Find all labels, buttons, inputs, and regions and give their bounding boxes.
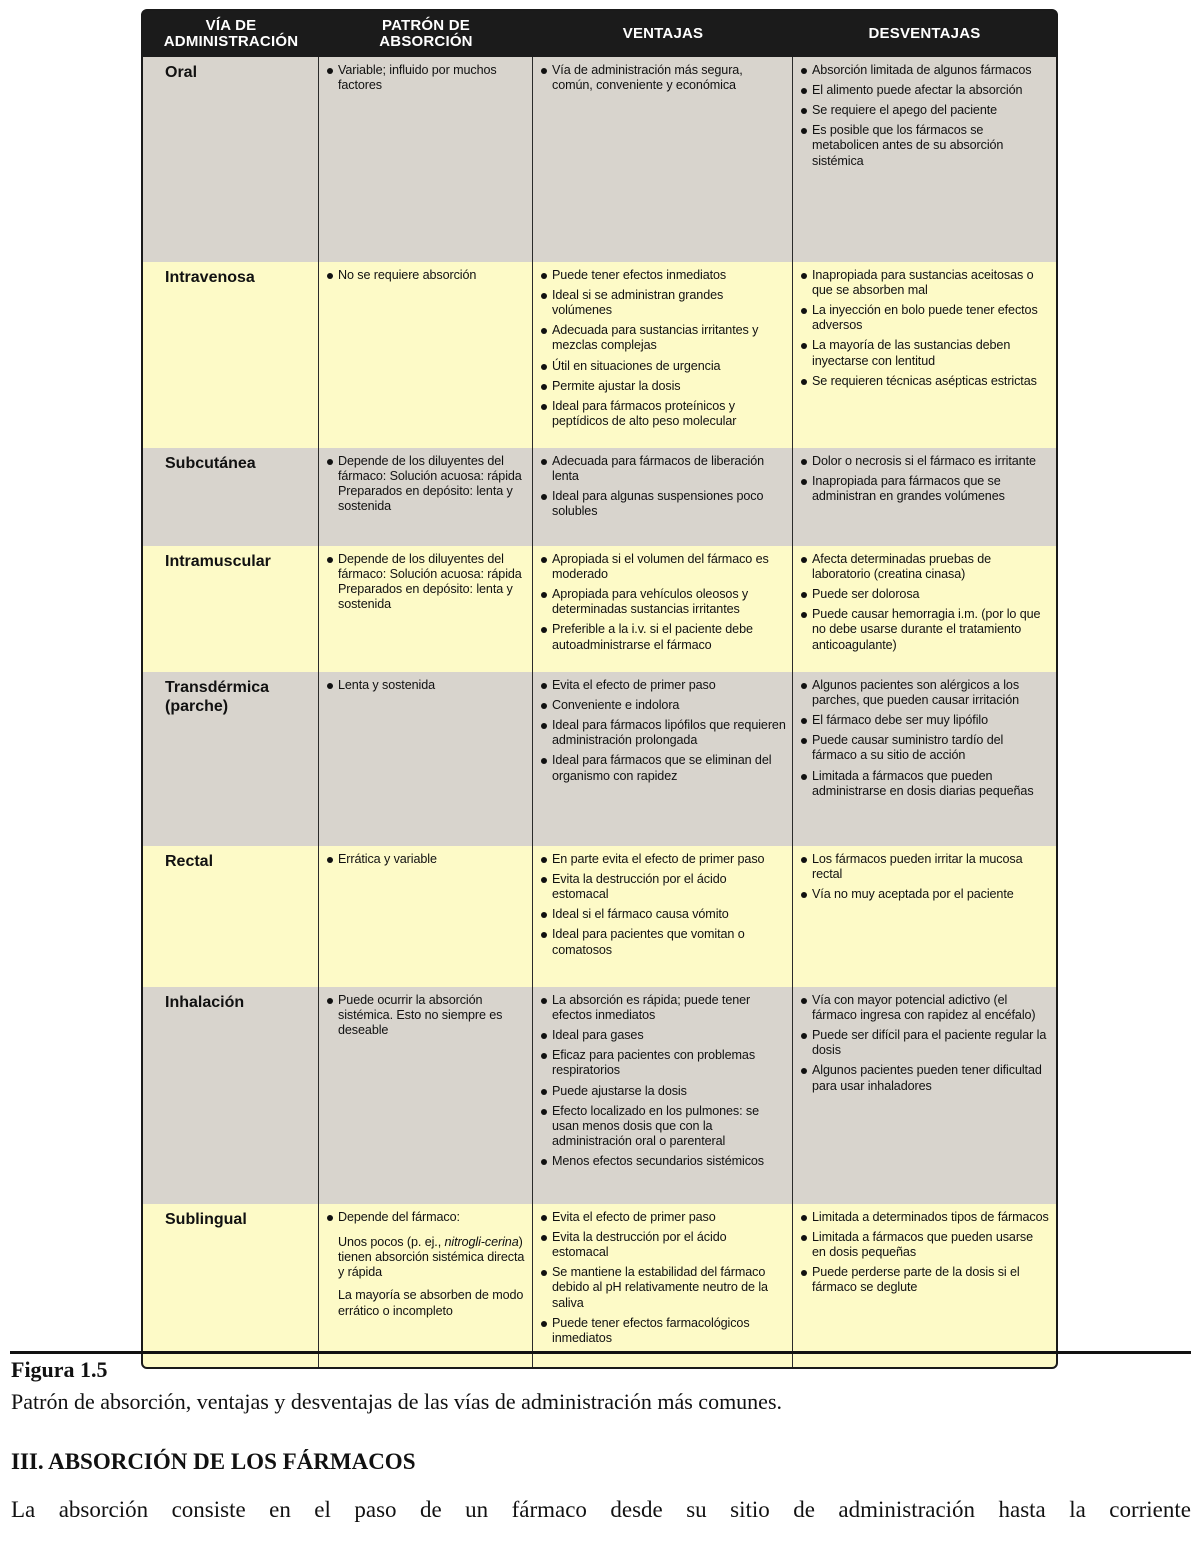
list-item: Puede tener efectos farmacológicos inmediatos: [541, 1316, 786, 1346]
disadvantages-list: [801, 993, 1050, 1094]
list-item: Variable; influido por muchos factores: [327, 63, 526, 93]
table-body: [143, 57, 1056, 1367]
table-header: [143, 11, 1056, 57]
list-item: El alimento puede afectar la absorción: [801, 83, 1050, 98]
route-cell: Subcutánea: [143, 448, 319, 546]
list-item: Ideal para gases: [541, 1028, 786, 1043]
absorption-list: [327, 1210, 526, 1225]
list-item: Evita el efecto de primer paso: [541, 678, 786, 693]
route-cell: Intramuscular: [143, 546, 319, 672]
header-absorption: PATRÓN DE ABSORCIÓN: [379, 17, 473, 50]
absorption-note: La mayoría se absorben de modo errático o incompleto: [338, 1288, 524, 1318]
disadvantages-list: [801, 268, 1050, 389]
list-item: Afecta determinadas pruebas de laboratorio (creatina cinasa): [801, 552, 1050, 582]
list-item: Preferible a la i.v. si el paciente debe autoadministrarse el fármaco: [541, 622, 786, 652]
advantages-cell: [533, 1204, 793, 1367]
absorption-list: [327, 852, 526, 867]
list-item: Dolor o necrosis si el fármaco es irritante: [801, 454, 1050, 469]
note-drug-name: nitrogli-cerina: [444, 1235, 519, 1250]
list-item: Puede ajustarse la dosis: [541, 1084, 786, 1099]
disadvantages-cell: [793, 546, 1056, 672]
list-item: Puede ocurrir la absorción sistémica. Esto no siempre es deseable: [327, 993, 526, 1038]
table-row: [143, 672, 1056, 846]
list-item: Limitada a fármacos que pueden usarse en dosis pequeñas: [801, 1230, 1050, 1260]
list-item: Evita la destrucción por el ácido estomacal: [541, 872, 786, 902]
advantages-cell: [533, 846, 793, 987]
note-text: ) tienen absorción sistémica directa y rápida: [338, 1235, 525, 1280]
table-row: [143, 546, 1056, 672]
advantages-cell: [533, 448, 793, 546]
list-item: Inapropiada para fármacos que se administran en grandes volúmenes: [801, 474, 1050, 504]
figure-caption: Patrón de absorción, ventajas y desventajas de las vías de administración más comunes.: [11, 1389, 783, 1414]
list-item: Limitada a determinados tipos de fármacos: [801, 1210, 1050, 1225]
list-item: Algunos pacientes pueden tener dificultad para usar inhaladores: [801, 1063, 1050, 1093]
disadvantages-cell: [793, 57, 1056, 262]
list-item: Adecuada para fármacos de liberación lenta: [541, 454, 786, 484]
list-item: Ideal si el fármaco causa vómito: [541, 907, 786, 922]
disadvantages-list: [801, 852, 1050, 902]
absorption-list: [327, 268, 526, 283]
header-advantages: VENTAJAS: [622, 25, 704, 43]
advantages-list: [541, 993, 786, 1169]
note-text: Unos pocos (p. ej.,: [338, 1235, 445, 1250]
disadvantages-list: [801, 552, 1050, 653]
absorption-cell: [319, 1204, 533, 1367]
disadvantages-cell: [793, 846, 1056, 987]
advantages-cell: [533, 987, 793, 1204]
absorption-cell: [319, 987, 533, 1204]
list-item: Ideal para fármacos lipófilos que requieren administración prolongada: [541, 718, 786, 748]
disadvantages-cell: [793, 262, 1056, 448]
advantages-list: [541, 1210, 786, 1346]
list-item: Errática y variable: [327, 852, 526, 867]
list-item: Conveniente e indolora: [541, 698, 786, 713]
route-cell: Sublingual: [143, 1204, 319, 1367]
list-item: Absorción limitada de algunos fármacos: [801, 63, 1050, 78]
list-item: Se requiere el apego del paciente: [801, 103, 1050, 118]
route-cell: Inhalación: [143, 987, 319, 1204]
list-item: Los fármacos pueden irritar la mucosa rectal: [801, 852, 1050, 882]
list-item: No se requiere absorción: [327, 268, 526, 283]
advantages-list: [541, 454, 786, 519]
table-row: [143, 1204, 1056, 1367]
list-item: La absorción es rápida; puede tener efectos inmediatos: [541, 993, 786, 1023]
list-item: Vía de administración más segura, común, conveniente y económica: [541, 63, 786, 93]
list-item: Depende de los diluyentes del fármaco: Solución acuosa: rápida Preparados en depósito: lenta y sostenida: [327, 454, 526, 514]
list-item: Apropiada para vehículos oleosos y determinadas sustancias irritantes: [541, 587, 786, 617]
caption-divider: [10, 1351, 1191, 1354]
list-item: La inyección en bolo puede tener efectos adversos: [801, 303, 1050, 333]
list-item: Permite ajustar la dosis: [541, 379, 786, 394]
table-row: [143, 448, 1056, 546]
list-item: Lenta y sostenida: [327, 678, 526, 693]
list-item: Vía con mayor potencial adictivo (el fármaco ingresa con rapidez al encéfalo): [801, 993, 1050, 1023]
advantages-list: [541, 268, 786, 429]
absorption-list: [327, 678, 526, 693]
list-item: Puede causar suministro tardío del fármaco a su sitio de acción: [801, 733, 1050, 763]
table-row: [143, 987, 1056, 1204]
list-item: Puede ser dolorosa: [801, 587, 1050, 602]
disadvantages-list: [801, 454, 1050, 504]
disadvantages-list: [801, 678, 1050, 799]
disadvantages-list: [801, 1210, 1050, 1296]
absorption-list: [327, 63, 526, 93]
absorption-note: [327, 1235, 526, 1280]
list-item: La mayoría de las sustancias deben inyectarse con lentitud: [801, 338, 1050, 368]
list-item: Efecto localizado en los pulmones: se usan menos dosis que con la administración oral o parenteral: [541, 1104, 786, 1149]
figure-label: Figura 1.5: [11, 1357, 108, 1382]
advantages-list: [541, 63, 786, 93]
advantages-cell: [533, 672, 793, 846]
disadvantages-list: [801, 63, 1050, 169]
list-item: Depende de los diluyentes del fármaco: Solución acuosa: rápida Preparados en depósito: lenta y sostenida: [327, 552, 526, 612]
advantages-cell: [533, 546, 793, 672]
list-item: Ideal para fármacos que se eliminan del organismo con rapidez: [541, 753, 786, 783]
header-route: VÍA DE ADMINISTRACIÓN: [163, 17, 299, 50]
list-item: Adecuada para sustancias irritantes y mezclas complejas: [541, 323, 786, 353]
header-disadvantages: DESVENTAJAS: [868, 25, 981, 43]
absorption-cell: [319, 672, 533, 846]
route-cell: Transdérmica (parche): [143, 672, 319, 846]
list-item: Inapropiada para sustancias aceitosas o que se absorben mal: [801, 268, 1050, 298]
list-item: Se mantiene la estabilidad del fármaco debido al pH relativamente neutro de la saliva: [541, 1265, 786, 1310]
advantages-cell: [533, 57, 793, 262]
absorption-cell: [319, 546, 533, 672]
list-item: Útil en situaciones de urgencia: [541, 359, 786, 374]
list-item: Apropiada si el volumen del fármaco es moderado: [541, 552, 786, 582]
absorption-cell: [319, 262, 533, 448]
administration-routes-table: [141, 9, 1058, 1369]
disadvantages-cell: [793, 987, 1056, 1204]
absorption-list: [327, 993, 526, 1038]
table-row: [143, 846, 1056, 987]
list-item: Ideal si se administran grandes volúmenes: [541, 288, 786, 318]
table-row: [143, 262, 1056, 448]
list-item: Ideal para fármacos proteínicos y peptídicos de alto peso molecular: [541, 399, 786, 429]
list-item: Es posible que los fármacos se metabolicen antes de su absorción sistémica: [801, 123, 1050, 168]
list-item: Ideal para algunas suspensiones poco solubles: [541, 489, 786, 519]
absorption-list: [327, 454, 526, 514]
list-item: Vía no muy aceptada por el paciente: [801, 887, 1050, 902]
list-item: Puede perderse parte de la dosis si el fármaco se deglute: [801, 1265, 1050, 1295]
list-item: Depende del fármaco:: [327, 1210, 526, 1225]
list-item: Ideal para pacientes que vomitan o comatosos: [541, 927, 786, 957]
list-item: Algunos pacientes son alérgicos a los parches, que pueden causar irritación: [801, 678, 1050, 708]
list-item: Puede causar hemorragia i.m. (por lo que no debe usarse durante el tratamiento anticoagulante): [801, 607, 1050, 652]
advantages-list: [541, 852, 786, 958]
disadvantages-cell: [793, 1204, 1056, 1367]
advantages-cell: [533, 262, 793, 448]
absorption-list: [327, 552, 526, 612]
route-cell: Oral: [143, 57, 319, 262]
route-cell: Rectal: [143, 846, 319, 987]
route-cell: Intravenosa: [143, 262, 319, 448]
list-item: Limitada a fármacos que pueden administrarse en dosis diarias pequeñas: [801, 769, 1050, 799]
absorption-cell: [319, 448, 533, 546]
list-item: Evita el efecto de primer paso: [541, 1210, 786, 1225]
section-heading: III. ABSORCIÓN DE LOS FÁRMACOS: [11, 1449, 416, 1474]
body-paragraph: La absorción consiste en el paso de un fármaco desde su sitio de administración hasta la corriente: [11, 1497, 1191, 1522]
list-item: En parte evita el efecto de primer paso: [541, 852, 786, 867]
list-item: Puede tener efectos inmediatos: [541, 268, 786, 283]
disadvantages-cell: [793, 448, 1056, 546]
list-item: Eficaz para pacientes con problemas respiratorios: [541, 1048, 786, 1078]
list-item: Evita la destrucción por el ácido estomacal: [541, 1230, 786, 1260]
list-item: Puede ser difícil para el paciente regular la dosis: [801, 1028, 1050, 1058]
absorption-cell: [319, 846, 533, 987]
advantages-list: [541, 678, 786, 784]
advantages-list: [541, 552, 786, 653]
list-item: Se requieren técnicas asépticas estrictas: [801, 374, 1050, 389]
disadvantages-cell: [793, 672, 1056, 846]
table-row: [143, 57, 1056, 262]
absorption-cell: [319, 57, 533, 262]
list-item: El fármaco debe ser muy lipófilo: [801, 713, 1050, 728]
list-item: Menos efectos secundarios sistémicos: [541, 1154, 786, 1169]
